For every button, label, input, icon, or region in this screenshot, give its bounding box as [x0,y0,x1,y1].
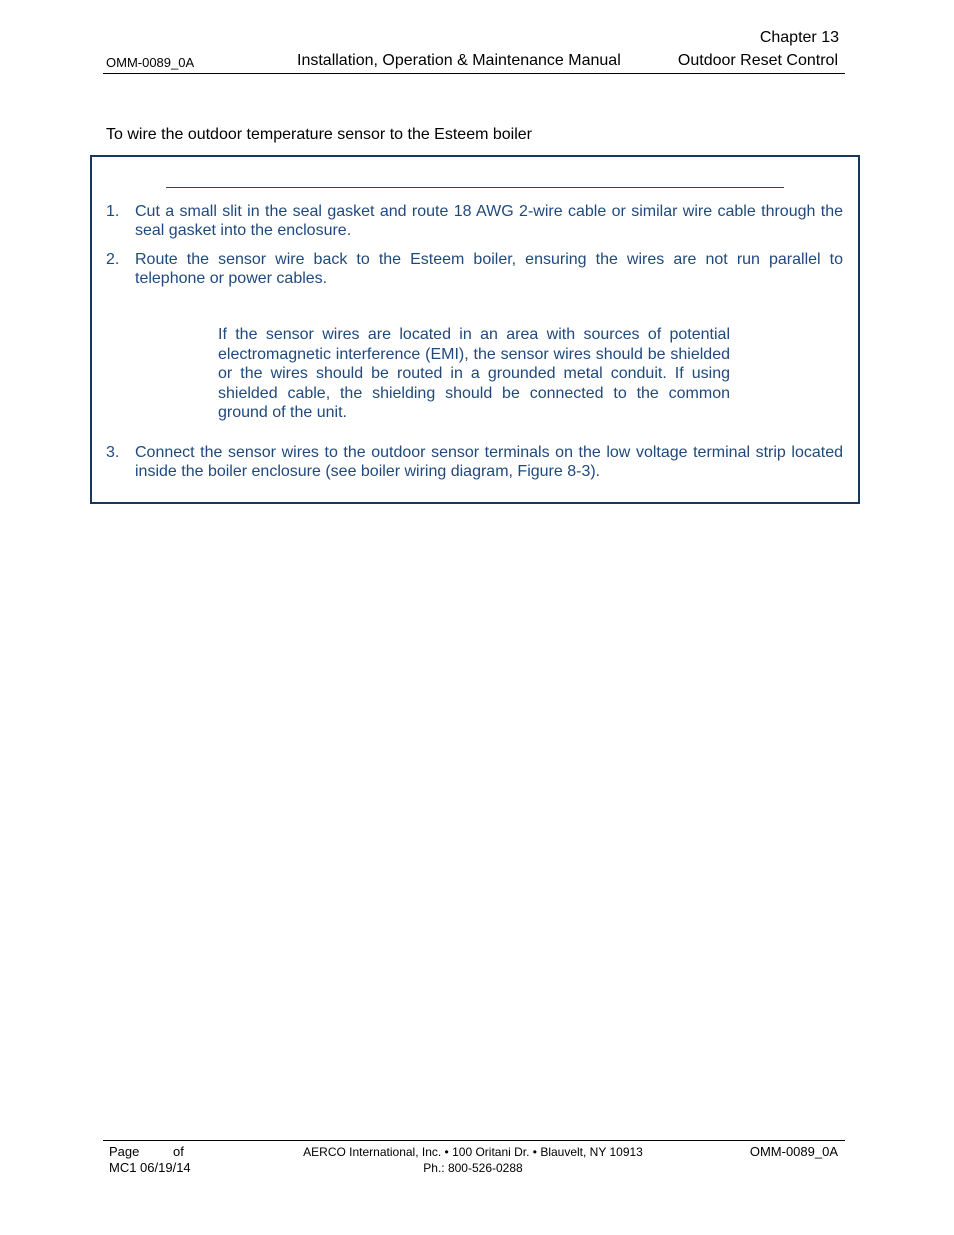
procedure-box-rule [166,187,784,188]
header-manual-title: Installation, Operation & Maintenance Manual [297,52,621,69]
intro-text: To wire the outdoor temperature sensor to the Esteem boiler [106,126,532,143]
header-chapter: Chapter 13 [759,29,839,46]
footer-of-label: of [173,1144,184,1159]
header-section-title: Outdoor Reset Control [677,52,838,69]
header-doc-number: OMM-0089_0A [106,55,195,70]
emi-note: If the sensor wires are located in an area with sources of potential electromagnetic interference (EMI), the sensor wires should be shielded or the wires should be routed in a grounded metal conduit. If using shielded cable, the shielding should be connected to the common ground of the unit. [218,326,730,422]
footer-doc-number: OMM-0089_0A [749,1144,838,1159]
step-text: Connect the sensor wires to the outdoor sensor terminals on the low voltage terminal strip located inside the boiler enclosure (see boiler wiring diagram, Figure 8-3). [135,444,843,480]
step-2 [106,250,843,288]
step-number: 1. [106,203,120,220]
footer-rule [103,1140,845,1141]
step-text: Route the sensor wire back to the Esteem boiler, ensuring the wires are not run parallel to telephone or power cables. [135,251,843,287]
procedure-box [90,155,860,504]
footer-page-label: Page [109,1144,140,1159]
footer-address: AERCO International, Inc. • 100 Oritani Dr. • Blauvelt, NY 10913 [303,1145,643,1159]
step-1 [106,202,843,240]
footer-phone: Ph.: 800-526-0288 [423,1161,523,1175]
header-rule [103,73,845,74]
footer-revision: MC1 06/19/14 [109,1160,191,1175]
step-number: 2. [106,251,120,268]
step-3 [106,443,843,481]
step-text: Cut a small slit in the seal gasket and route 18 AWG 2-wire cable or similar wire cable through the seal gasket into the enclosure. [135,203,843,239]
step-number: 3. [106,444,120,461]
